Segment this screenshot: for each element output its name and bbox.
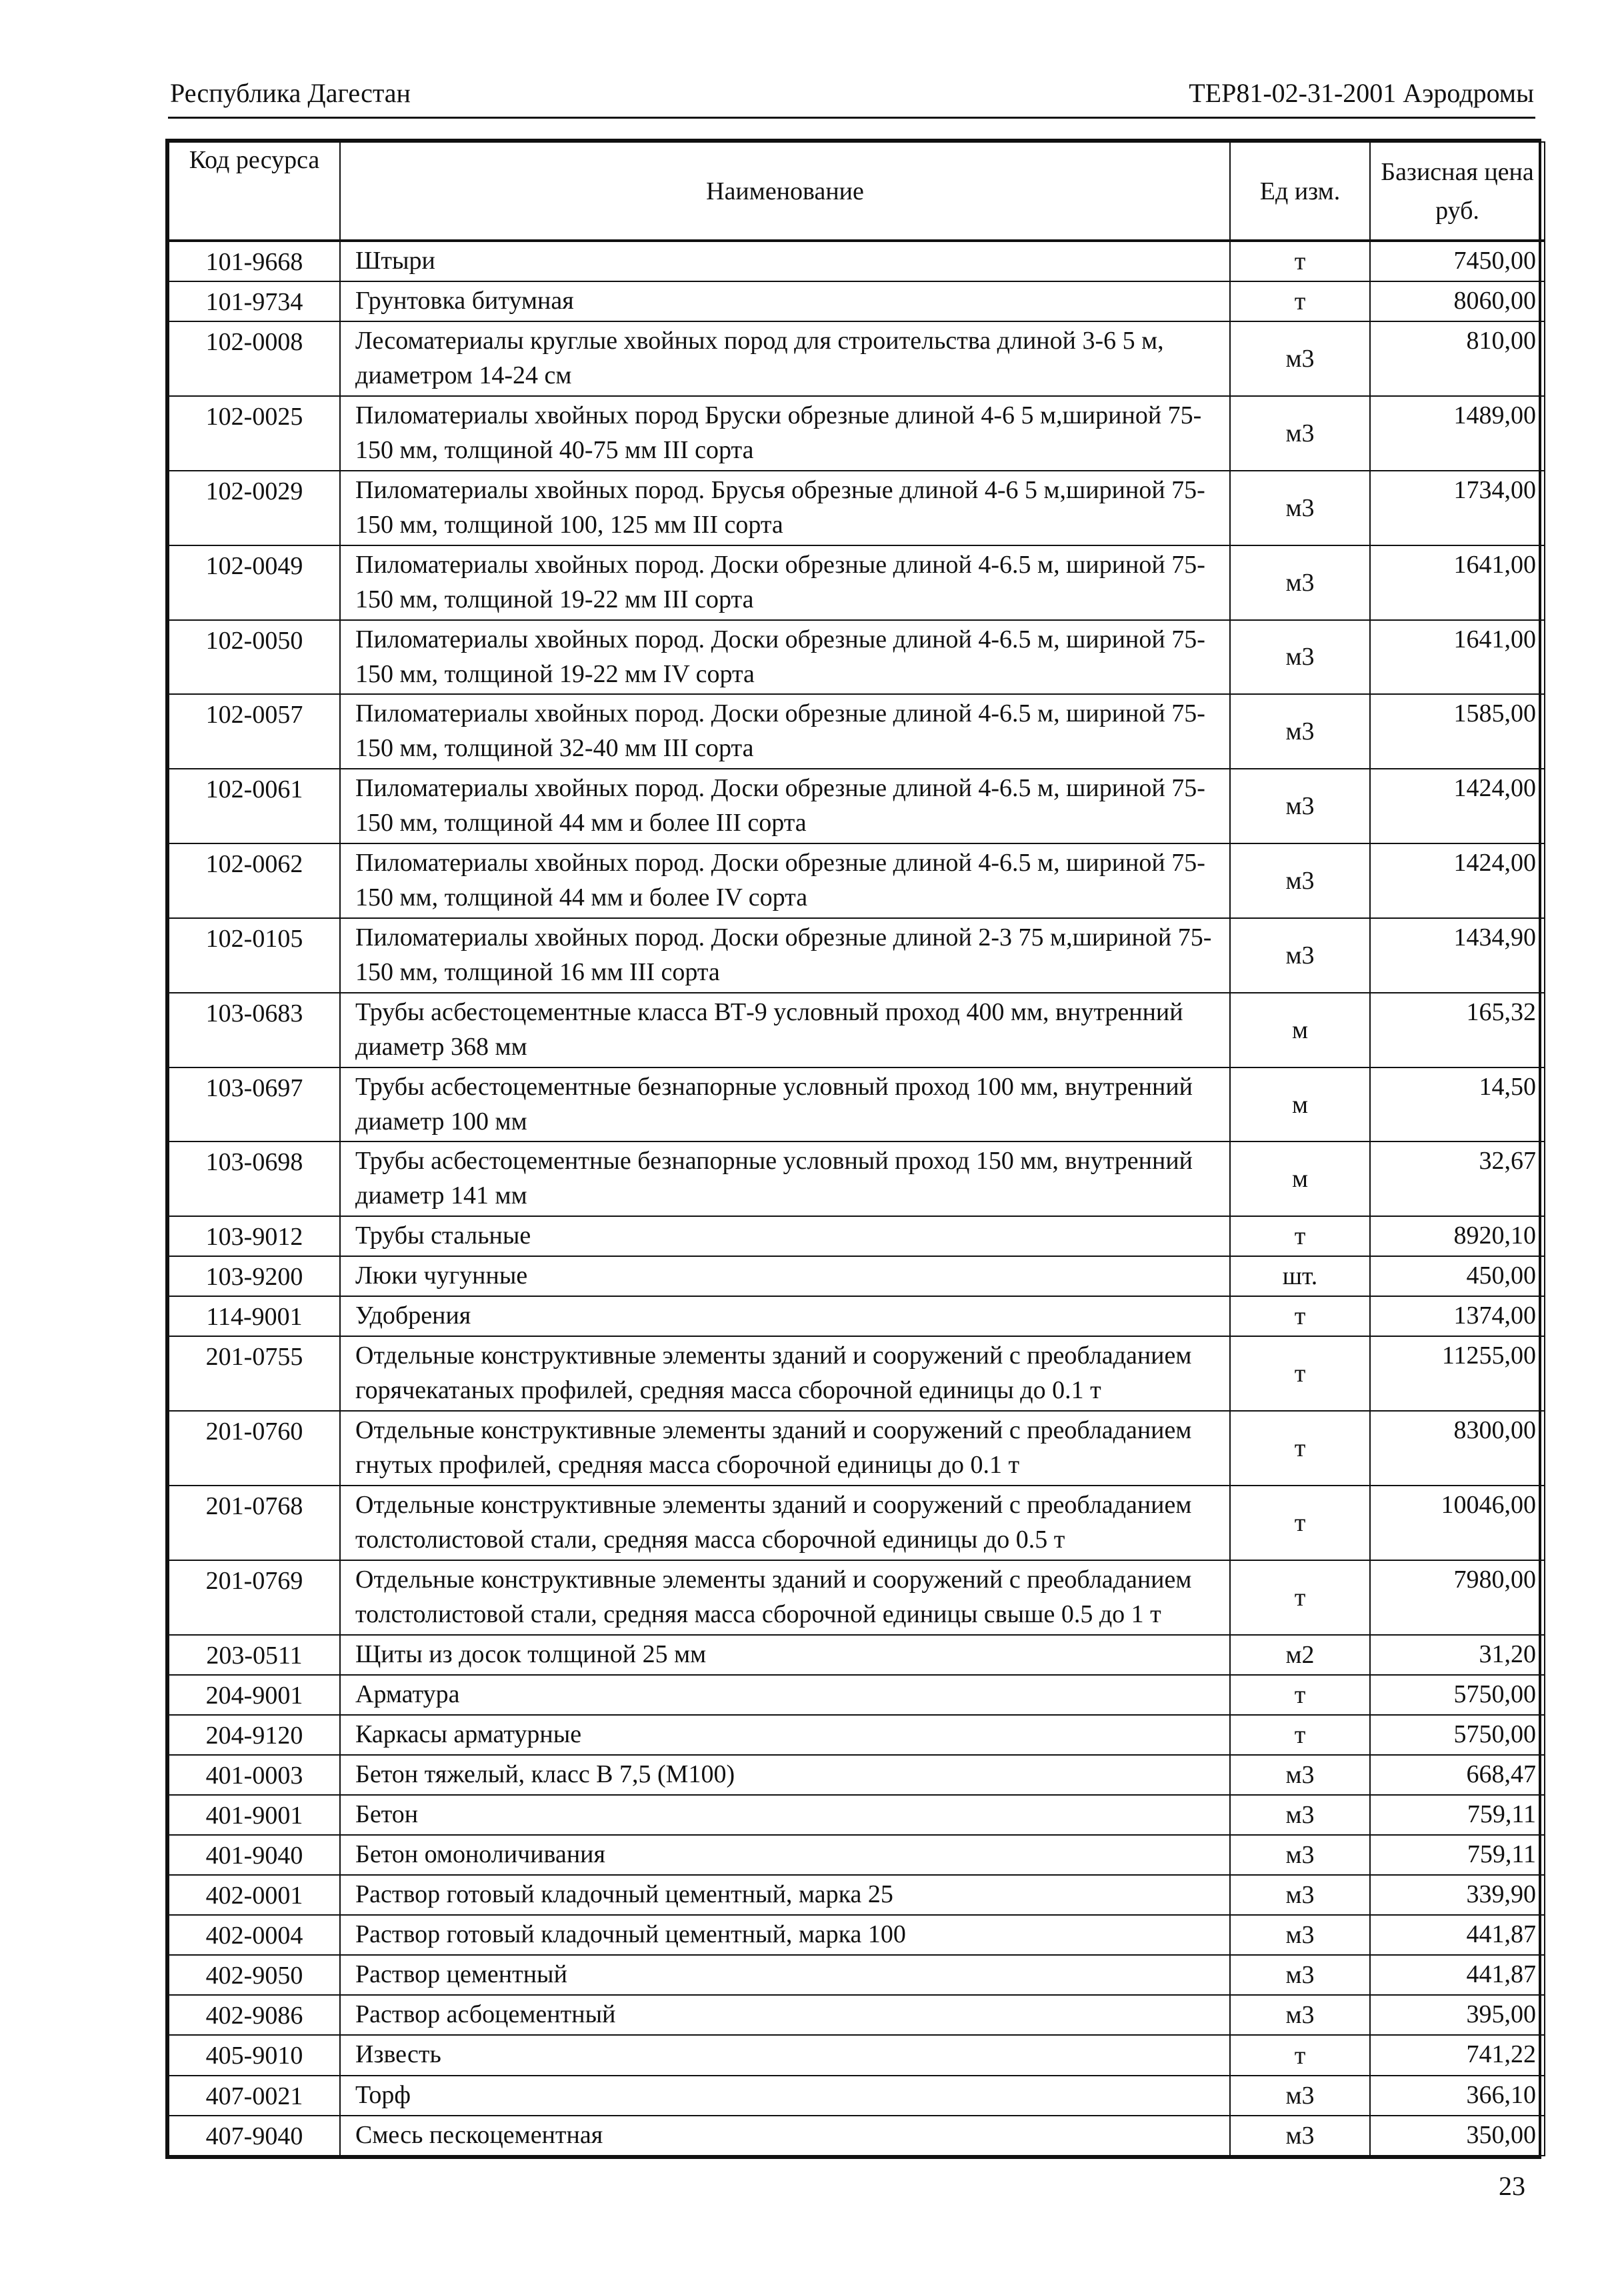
cell-unit: м2 — [1230, 1635, 1370, 1675]
cell-name: Раствор цементный — [340, 1955, 1230, 1995]
cell-name: Арматура — [340, 1675, 1230, 1715]
cell-code: 102-0062 — [169, 843, 340, 918]
table-row — [169, 1560, 1545, 1635]
table-row — [169, 620, 1545, 695]
cell-unit: м3 — [1230, 2076, 1370, 2116]
cell-name: Пиломатериалы хвойных пород. Доски обрезные длиной 2-3 75 м,шириной 75-150 мм, толщиной 16 мм III сорта — [340, 918, 1230, 993]
cell-price: 8060,00 — [1370, 281, 1545, 321]
cell-name: Штыри — [340, 241, 1230, 281]
cell-price: 11255,00 — [1370, 1336, 1545, 1411]
cell-code: 101-9668 — [169, 241, 340, 281]
cell-code: 201-0760 — [169, 1411, 340, 1486]
cell-price: 441,87 — [1370, 1955, 1545, 1995]
table-row — [169, 1875, 1545, 1915]
header-region: Республика Дагестан — [170, 78, 411, 108]
table-row — [169, 1067, 1545, 1142]
cell-price: 1424,00 — [1370, 843, 1545, 918]
cell-price: 31,20 — [1370, 1635, 1545, 1675]
cell-name: Пиломатериалы хвойных пород. Доски обрезные длиной 4-6.5 м, шириной 75-150 мм, толщиной 19-22 мм IV сорта — [340, 620, 1230, 695]
cell-name: Раствор готовый кладочный цементный, марка 100 — [340, 1915, 1230, 1955]
cell-unit: м3 — [1230, 1795, 1370, 1835]
cell-name: Удобрения — [340, 1296, 1230, 1336]
table-row — [169, 1216, 1545, 1256]
cell-name: Отдельные конструктивные элементы зданий и сооружений с преобладанием гнутых профилей, средняя масса сборочной единицы до 0.1 т — [340, 1411, 1230, 1486]
cell-unit: т — [1230, 1336, 1370, 1411]
cell-unit: т — [1230, 1675, 1370, 1715]
cell-code: 102-0050 — [169, 620, 340, 695]
table-row — [169, 281, 1545, 321]
table-row — [169, 1411, 1545, 1486]
cell-name: Бетон омоноличивания — [340, 1835, 1230, 1875]
table-row — [169, 1955, 1545, 1995]
cell-price: 366,10 — [1370, 2076, 1545, 2116]
cell-price: 8920,10 — [1370, 1216, 1545, 1256]
cell-unit: м3 — [1230, 1995, 1370, 2035]
table-row — [169, 545, 1545, 620]
cell-price: 741,22 — [1370, 2035, 1545, 2075]
cell-price: 1424,00 — [1370, 769, 1545, 843]
cell-unit: м3 — [1230, 321, 1370, 396]
cell-code: 102-0061 — [169, 769, 340, 843]
cell-code: 102-0029 — [169, 471, 340, 545]
cell-price: 450,00 — [1370, 1256, 1545, 1296]
table-row — [169, 471, 1545, 545]
column-header-price-line2: руб. — [1435, 196, 1479, 225]
cell-code: 102-0025 — [169, 396, 340, 471]
header-rule — [168, 117, 1535, 119]
cell-name: Щиты из досок толщиной 25 мм — [340, 1635, 1230, 1675]
table-row — [169, 241, 1545, 281]
cell-price: 10046,00 — [1370, 1486, 1545, 1560]
table-row — [169, 1141, 1545, 1216]
table-row — [169, 396, 1545, 471]
table-row — [169, 1635, 1545, 1675]
cell-code: 201-0769 — [169, 1560, 340, 1635]
cell-price: 5750,00 — [1370, 1675, 1545, 1715]
cell-name: Раствор асбоцементный — [340, 1995, 1230, 2035]
table-row — [169, 2035, 1545, 2075]
cell-price: 759,11 — [1370, 1795, 1545, 1835]
cell-name: Трубы стальные — [340, 1216, 1230, 1256]
cell-unit: м — [1230, 1067, 1370, 1142]
cell-name: Пиломатериалы хвойных пород Бруски обрезные длиной 4-6 5 м,шириной 75-150 мм, толщиной 40-75 мм III сорта — [340, 396, 1230, 471]
cell-code: 204-9120 — [169, 1715, 340, 1755]
table-row — [169, 1675, 1545, 1715]
cell-price: 1734,00 — [1370, 471, 1545, 545]
cell-unit: м3 — [1230, 471, 1370, 545]
cell-unit: шт. — [1230, 1256, 1370, 1296]
column-header-price — [1370, 142, 1545, 241]
cell-unit: м3 — [1230, 396, 1370, 471]
cell-unit: м3 — [1230, 918, 1370, 993]
table-row — [169, 1795, 1545, 1835]
cell-unit: т — [1230, 281, 1370, 321]
cell-price: 1585,00 — [1370, 694, 1545, 769]
cell-unit: м — [1230, 1141, 1370, 1216]
cell-code: 102-0008 — [169, 321, 340, 396]
page-number: 23 — [1499, 2171, 1525, 2201]
cell-code: 402-0001 — [169, 1875, 340, 1915]
table-row — [169, 1336, 1545, 1411]
table-row — [169, 769, 1545, 843]
cell-name: Лесоматериалы круглые хвойных пород для строительства длиной 3-6 5 м, диаметром 14-24 см — [340, 321, 1230, 396]
cell-price: 350,00 — [1370, 2116, 1545, 2156]
cell-code: 204-9001 — [169, 1675, 340, 1715]
cell-code: 401-9001 — [169, 1795, 340, 1835]
table-row — [169, 1256, 1545, 1296]
cell-name: Бетон тяжелый, класс В 7,5 (М100) — [340, 1755, 1230, 1795]
table-row — [169, 993, 1545, 1067]
table-row — [169, 918, 1545, 993]
cell-code: 103-9200 — [169, 1256, 340, 1296]
cell-price: 1641,00 — [1370, 620, 1545, 695]
cell-price: 395,00 — [1370, 1995, 1545, 2035]
cell-unit: т — [1230, 1296, 1370, 1336]
cell-unit: т — [1230, 1560, 1370, 1635]
header-document-code: ТЕР81-02-31-2001 Аэродромы — [1189, 78, 1534, 108]
cell-code: 201-0755 — [169, 1336, 340, 1411]
cell-code: 401-0003 — [169, 1755, 340, 1795]
cell-price: 7980,00 — [1370, 1560, 1545, 1635]
cell-unit: м3 — [1230, 694, 1370, 769]
cell-name: Известь — [340, 2035, 1230, 2075]
cell-code: 102-0057 — [169, 694, 340, 769]
cell-unit: т — [1230, 241, 1370, 281]
cell-name: Торф — [340, 2076, 1230, 2116]
column-header-price-line1: Базисная цена — [1381, 157, 1534, 186]
cell-price: 5750,00 — [1370, 1715, 1545, 1755]
cell-code: 102-0049 — [169, 545, 340, 620]
cell-unit: м3 — [1230, 1835, 1370, 1875]
cell-code: 201-0768 — [169, 1486, 340, 1560]
cell-price: 7450,00 — [1370, 241, 1545, 281]
cell-price: 32,67 — [1370, 1141, 1545, 1216]
table-header-row — [169, 142, 1545, 241]
cell-price: 8300,00 — [1370, 1411, 1545, 1486]
table-row — [169, 1995, 1545, 2035]
cell-name: Пиломатериалы хвойных пород. Доски обрезные длиной 4-6.5 м, шириной 75-150 мм, толщиной 44 мм и более III сорта — [340, 769, 1230, 843]
cell-price: 1374,00 — [1370, 1296, 1545, 1336]
cell-code: 402-9050 — [169, 1955, 340, 1995]
cell-unit: м3 — [1230, 2116, 1370, 2156]
cell-unit: т — [1230, 1411, 1370, 1486]
table-row — [169, 2076, 1545, 2116]
column-header-unit: Ед изм. — [1230, 142, 1370, 241]
cell-code: 405-9010 — [169, 2035, 340, 2075]
cell-code: 401-9040 — [169, 1835, 340, 1875]
table-row — [169, 2116, 1545, 2156]
cell-name: Трубы асбестоцементные безнапорные условный проход 100 мм, внутренний диаметр 100 мм — [340, 1067, 1230, 1142]
column-header-name: Наименование — [340, 142, 1230, 241]
cell-name: Грунтовка битумная — [340, 281, 1230, 321]
cell-code: 114-9001 — [169, 1296, 340, 1336]
cell-unit: м3 — [1230, 1955, 1370, 1995]
resource-price-table — [165, 139, 1541, 2159]
table-row — [169, 1755, 1545, 1795]
table-row — [169, 1715, 1545, 1755]
cell-unit: м3 — [1230, 1875, 1370, 1915]
cell-code: 203-0511 — [169, 1635, 340, 1675]
cell-name: Бетон — [340, 1795, 1230, 1835]
cell-unit: т — [1230, 2035, 1370, 2075]
table-row — [169, 1835, 1545, 1875]
cell-code: 407-0021 — [169, 2076, 340, 2116]
cell-price: 759,11 — [1370, 1835, 1545, 1875]
cell-name: Пиломатериалы хвойных пород. Брусья обрезные длиной 4-6 5 м,шириной 75-150 мм, толщиной 100, 125 мм III сорта — [340, 471, 1230, 545]
cell-unit: т — [1230, 1486, 1370, 1560]
cell-price: 1489,00 — [1370, 396, 1545, 471]
cell-unit: м3 — [1230, 620, 1370, 695]
table-row — [169, 1296, 1545, 1336]
table-row — [169, 1915, 1545, 1955]
cell-unit: м3 — [1230, 1915, 1370, 1955]
cell-price: 165,32 — [1370, 993, 1545, 1067]
cell-code: 103-0683 — [169, 993, 340, 1067]
cell-unit: т — [1230, 1216, 1370, 1256]
cell-unit: т — [1230, 1715, 1370, 1755]
cell-name: Трубы асбестоцементные класса ВТ-9 условный проход 400 мм, внутренний диаметр 368 мм — [340, 993, 1230, 1067]
cell-price: 1434,90 — [1370, 918, 1545, 993]
column-header-code: Код ресурса — [169, 142, 340, 241]
cell-name: Пиломатериалы хвойных пород. Доски обрезные длиной 4-6.5 м, шириной 75-150 мм, толщиной 19-22 мм III сорта — [340, 545, 1230, 620]
cell-code: 101-9734 — [169, 281, 340, 321]
cell-name: Отдельные конструктивные элементы зданий и сооружений с преобладанием толстолистовой стали, средняя масса сборочной единицы до 0.5 т — [340, 1486, 1230, 1560]
cell-name: Каркасы арматурные — [340, 1715, 1230, 1755]
cell-code: 402-0004 — [169, 1915, 340, 1955]
cell-unit: м — [1230, 993, 1370, 1067]
cell-code: 407-9040 — [169, 2116, 340, 2156]
cell-code: 102-0105 — [169, 918, 340, 993]
cell-unit: м3 — [1230, 843, 1370, 918]
cell-name: Раствор готовый кладочный цементный, марка 25 — [340, 1875, 1230, 1915]
table-row — [169, 1486, 1545, 1560]
cell-name: Пиломатериалы хвойных пород. Доски обрезные длиной 4-6.5 м, шириной 75-150 мм, толщиной 32-40 мм III сорта — [340, 694, 1230, 769]
cell-unit: м3 — [1230, 769, 1370, 843]
table-row — [169, 694, 1545, 769]
cell-code: 103-0698 — [169, 1141, 340, 1216]
cell-name: Отдельные конструктивные элементы зданий и сооружений с преобладанием горячекатаных профилей, средняя масса сборочной единицы до 0.1 т — [340, 1336, 1230, 1411]
cell-name: Люки чугунные — [340, 1256, 1230, 1296]
cell-unit: м3 — [1230, 1755, 1370, 1795]
cell-unit: м3 — [1230, 545, 1370, 620]
cell-code: 103-9012 — [169, 1216, 340, 1256]
cell-code: 103-0697 — [169, 1067, 340, 1142]
cell-price: 668,47 — [1370, 1755, 1545, 1795]
cell-price: 810,00 — [1370, 321, 1545, 396]
cell-price: 339,90 — [1370, 1875, 1545, 1915]
cell-name: Трубы асбестоцементные безнапорные условный проход 150 мм, внутренний диаметр 141 мм — [340, 1141, 1230, 1216]
cell-price: 441,87 — [1370, 1915, 1545, 1955]
cell-price: 14,50 — [1370, 1067, 1545, 1142]
cell-price: 1641,00 — [1370, 545, 1545, 620]
cell-name: Пиломатериалы хвойных пород. Доски обрезные длиной 4-6.5 м, шириной 75-150 мм, толщиной 44 мм и более IV сорта — [340, 843, 1230, 918]
cell-name: Отдельные конструктивные элементы зданий и сооружений с преобладанием толстолистовой стали, средняя масса сборочной единицы свыше 0.5 до 1 т — [340, 1560, 1230, 1635]
table-row — [169, 321, 1545, 396]
cell-code: 402-9086 — [169, 1995, 340, 2035]
cell-name: Смесь пескоцементная — [340, 2116, 1230, 2156]
table-row — [169, 843, 1545, 918]
